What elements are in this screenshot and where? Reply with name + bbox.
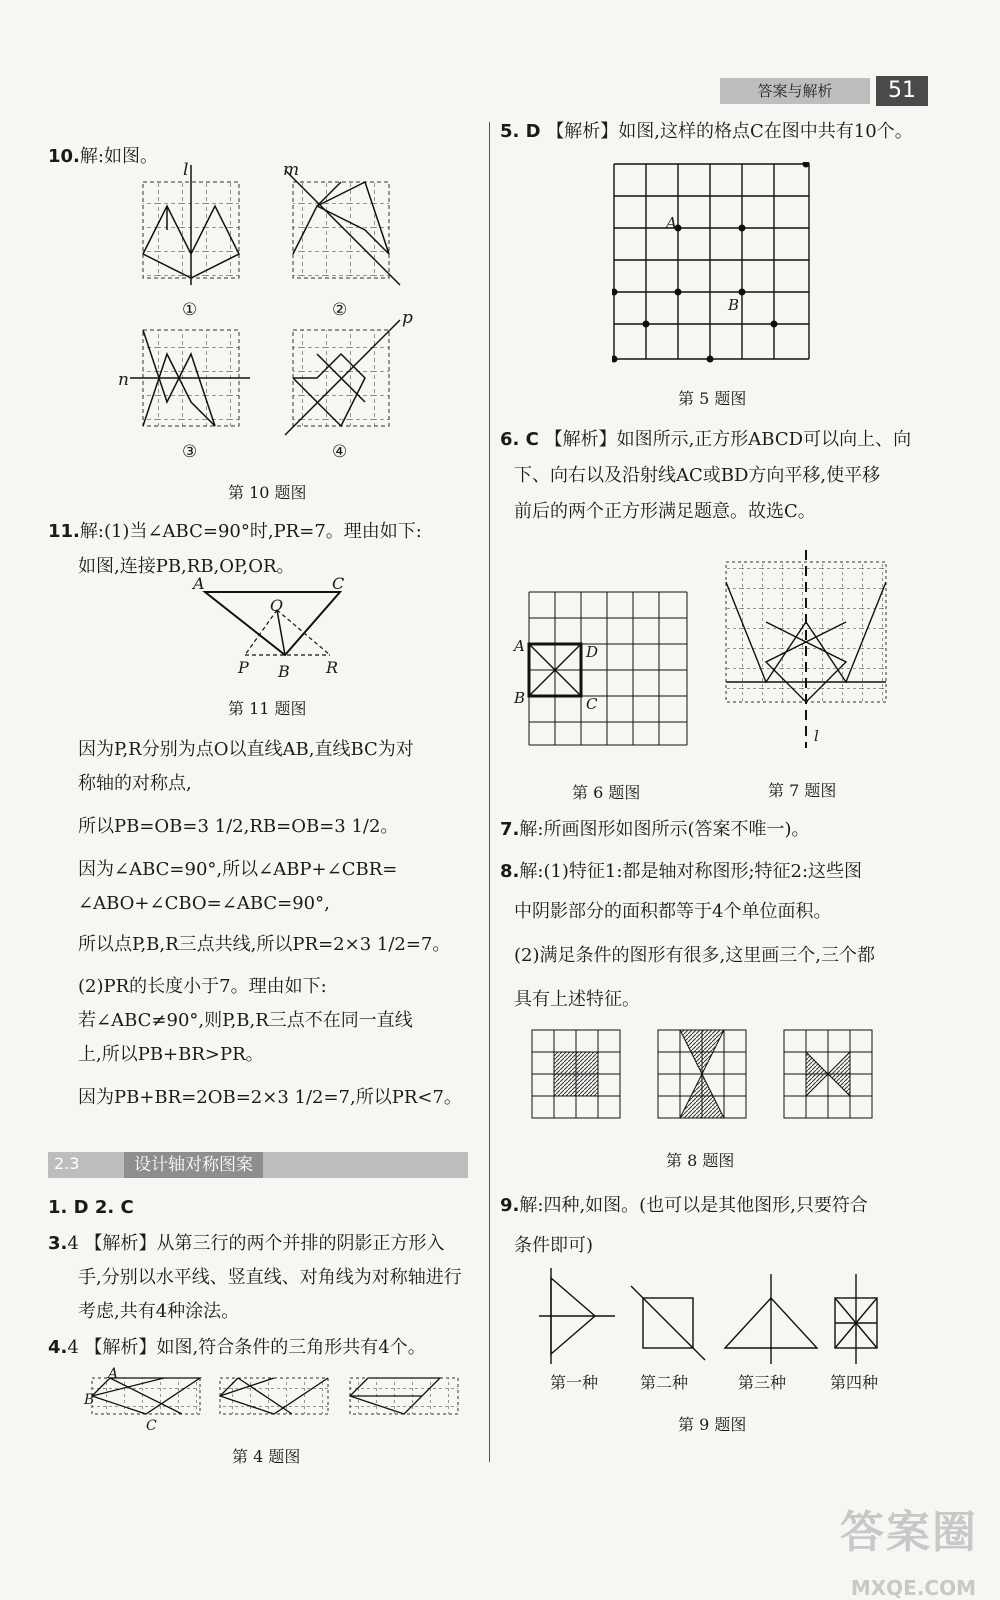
column-divider (489, 122, 490, 1462)
q5-caption: 第 5 题图 (678, 389, 747, 408)
q6-label-b: B (514, 689, 526, 707)
q11-line-11: 上,所以PB+BR>PR。 (78, 1044, 264, 1065)
q11-label-p: P (238, 658, 249, 677)
q4-line-1: 4.4 【解析】如图,符合条件的三角形共有4个。 (48, 1337, 426, 1358)
q3-line-3: 考虑,共有4种涂法。 (78, 1301, 240, 1322)
q10-fig1-label: ① (182, 300, 198, 320)
q7-caption: 第 7 题图 (768, 781, 837, 800)
q11-line-6: 因为∠ABC=90°,所以∠ABP+∠CBR= (78, 859, 398, 880)
q10-line-label-n: n (118, 370, 129, 390)
q10-fig4-label: ④ (332, 442, 348, 462)
q7-line: 7.解:所画图形如图所示(答案不唯一)。 (500, 819, 810, 840)
q4-figures (88, 1370, 468, 1430)
q10-line-label-l: l (183, 160, 189, 180)
q10-fig3-label: ③ (182, 442, 198, 462)
q11-line-7: ∠ABO+∠CBO=∠ABC=90°, (78, 893, 330, 914)
q8-line-3: (2)满足条件的图形有很多,这里画三个,三个都 (514, 945, 875, 966)
q9-line-2: 条件即可) (514, 1235, 594, 1256)
q11-label-a: A (193, 574, 205, 593)
q4-caption: 第 4 题图 (232, 1447, 301, 1466)
q11-line-8: 所以点P,B,R三点共线,所以PR=2×3 1/2=7。 (78, 934, 451, 955)
q11-label-r: R (326, 658, 339, 677)
q10-line: 10.解:如图。 (48, 146, 158, 167)
q11-caption: 第 11 题图 (228, 699, 307, 718)
section-title: 设计轴对称图案 (124, 1152, 263, 1178)
q11-line-4: 称轴的对称点, (78, 773, 192, 794)
page-number: 51 (876, 76, 928, 106)
q9-caption: 第 9 题图 (678, 1415, 747, 1434)
q6-label-d: D (586, 643, 599, 661)
q8-caption: 第 8 题图 (666, 1151, 735, 1170)
q8-line-4: 具有上述特征。 (514, 989, 640, 1010)
q11-line-1: 11.解:(1)当∠ABC=90°时,PR=7。理由如下: (48, 521, 422, 542)
q5-label-a: A (666, 214, 677, 232)
section-banner (48, 1152, 468, 1178)
q6-grid-figure (525, 590, 695, 750)
watermark-url: MXQE.COM (850, 1576, 976, 1600)
q9-label-2: 第二种 (640, 1373, 689, 1392)
q11-line-12: 因为PB+BR=2OB=2×3 1/2=7,所以PR<7。 (78, 1087, 462, 1108)
q6-label-c: C (586, 695, 598, 713)
q11-line-2: 如图,连接PB,RB,OP,OR。 (78, 556, 295, 577)
q1-q2-answers: 1. D 2. C (48, 1197, 134, 1218)
q9-label-4: 第四种 (830, 1373, 879, 1392)
q10-figures (110, 155, 430, 475)
q6-line-3: 前后的两个正方形满足题意。故选C。 (514, 501, 816, 522)
q11-label-c: C (332, 574, 345, 593)
q7-figure (722, 548, 897, 758)
q9-line-1: 9.解:四种,如图。(也可以是其他图形,只要符合 (500, 1195, 868, 1216)
header-section-label: 答案与解析 (720, 78, 870, 104)
q7-axis-label: l (814, 727, 819, 745)
q11-line-5: 所以PB=OB=3 1/2,RB=OB=3 1/2。 (78, 816, 399, 837)
q5-line: 5. D 【解析】如图,这样的格点C在图中共有10个。 (500, 121, 913, 142)
q5-label-b: B (728, 296, 740, 314)
q9-label-3: 第三种 (738, 1373, 787, 1392)
q8-line-1: 8.解:(1)特征1:都是轴对称图形;特征2:这些图 (500, 861, 863, 882)
q10-caption: 第 10 题图 (228, 483, 307, 502)
q5-grid-figure (612, 162, 812, 368)
q11-line-9: (2)PR的长度小于7。理由如下: (78, 976, 327, 997)
q8-figures (528, 1026, 888, 1126)
q11-label-b: B (278, 662, 290, 681)
q6-label-a: A (514, 637, 525, 655)
q9-figures (535, 1268, 905, 1368)
q11-line-10: 若∠ABC≠90°,则P,B,R三点不在同一直线 (78, 1010, 413, 1031)
q6-caption: 第 6 题图 (572, 783, 641, 802)
q6-line-1: 6. C 【解析】如图所示,正方形ABCD可以向上、向 (500, 429, 912, 450)
q3-line-2: 手,分别以水平线、竖直线、对角线为对称轴进行 (78, 1267, 462, 1288)
section-number: 2.3 (54, 1154, 80, 1173)
q10-line-label-p: p (402, 308, 413, 328)
q6-line-2: 下、向右以及沿射线AC或BD方向平移,使平移 (514, 465, 881, 486)
q8-line-2: 中阴影部分的面积都等于4个单位面积。 (514, 901, 832, 922)
q11-label-o: O (270, 596, 284, 615)
q4-label-c: C (146, 1418, 157, 1434)
q4-label-b: B (84, 1392, 95, 1408)
watermark-logo: 答案圈 (840, 1507, 978, 1558)
q10-fig2-label: ② (332, 300, 348, 320)
q9-label-1: 第一种 (550, 1373, 599, 1392)
q4-label-a: A (108, 1366, 119, 1382)
q11-line-3: 因为P,R分别为点O以直线AB,直线BC为对 (78, 739, 414, 760)
q10-line-label-m: m (283, 160, 300, 180)
q3-line-1: 3.4 【解析】从第三行的两个并排的阴影正方形入 (48, 1233, 445, 1254)
